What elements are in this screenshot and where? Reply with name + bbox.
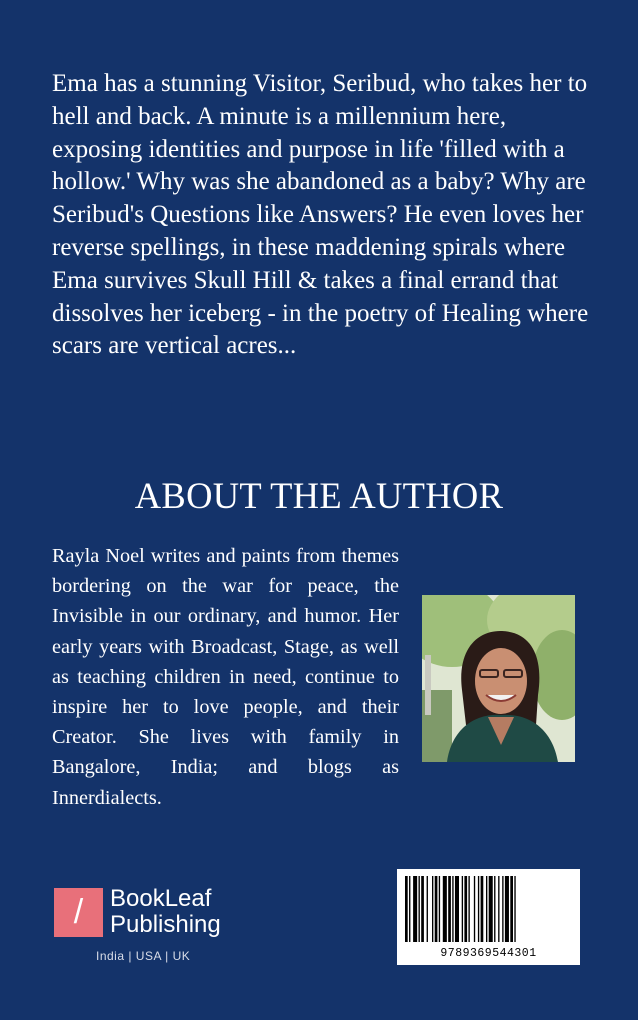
author-bio: Rayla Noel writes and paints from themes bordering on the war for peace, the Invisible in our ordinary, and humor. Her early years with Broadcast, Stage, as well as teaching children in need, continue to inspire her to love people, and their Creator. She lives with family in Bangalore, India; and blogs as Innerdialects. <box>52 545 399 809</box>
barcode-bar <box>498 876 499 942</box>
isbn-barcode <box>397 869 580 965</box>
barcode-bar <box>486 876 487 942</box>
barcode-bar <box>419 876 420 942</box>
publisher-name: BookLeaf Publishing <box>110 885 221 938</box>
barcode-bar <box>489 876 493 942</box>
barcode-bar <box>439 876 440 942</box>
author-photo <box>422 595 575 762</box>
barcode-bar <box>405 876 408 942</box>
logo-mark-icon: / <box>54 888 103 937</box>
barcode-bar <box>413 876 417 942</box>
back-cover-blurb: Ema has a stunning Visitor, Seribud, who takes her to hell and back. A minute is a millennium here, exposing identities and purpose in life 'filled with a hollow.' Why was she abandoned as a baby? Why are Seribud's Questions like Answers? He even loves her reverse spellings, in these maddening spirals where Ema survives Skull Hill & takes a final errand that dissolves her iceberg - in the poetry of Healing where scars are vertical acres... <box>52 70 589 360</box>
barcode-bar <box>452 876 453 942</box>
barcode-bar <box>409 876 410 942</box>
barcode-bar <box>478 876 479 942</box>
bookleaf-publishing-logo <box>54 886 254 966</box>
barcode-bar <box>481 876 484 942</box>
barcode-bar <box>474 876 475 942</box>
barcode-bar <box>502 876 503 942</box>
barcode-bar <box>514 876 515 942</box>
barcode-bar <box>462 876 463 942</box>
barcode-bar <box>505 876 509 942</box>
barcode-bar <box>494 876 495 942</box>
about-author-heading: ABOUT THE AUTHOR <box>134 475 504 516</box>
barcode-bar <box>443 876 447 942</box>
publisher-regions: India | USA | UK <box>96 949 191 963</box>
barcode-bar <box>427 876 428 942</box>
barcode-bar <box>510 876 513 942</box>
barcode-bar <box>435 876 438 942</box>
barcode-bar <box>448 876 451 942</box>
isbn-number: 9789369544301 <box>440 947 537 960</box>
barcode-bar <box>432 876 433 942</box>
barcode-bar <box>468 876 469 942</box>
barcode-bar <box>421 876 424 942</box>
barcode-bar <box>455 876 459 942</box>
barcode-bar <box>464 876 467 942</box>
